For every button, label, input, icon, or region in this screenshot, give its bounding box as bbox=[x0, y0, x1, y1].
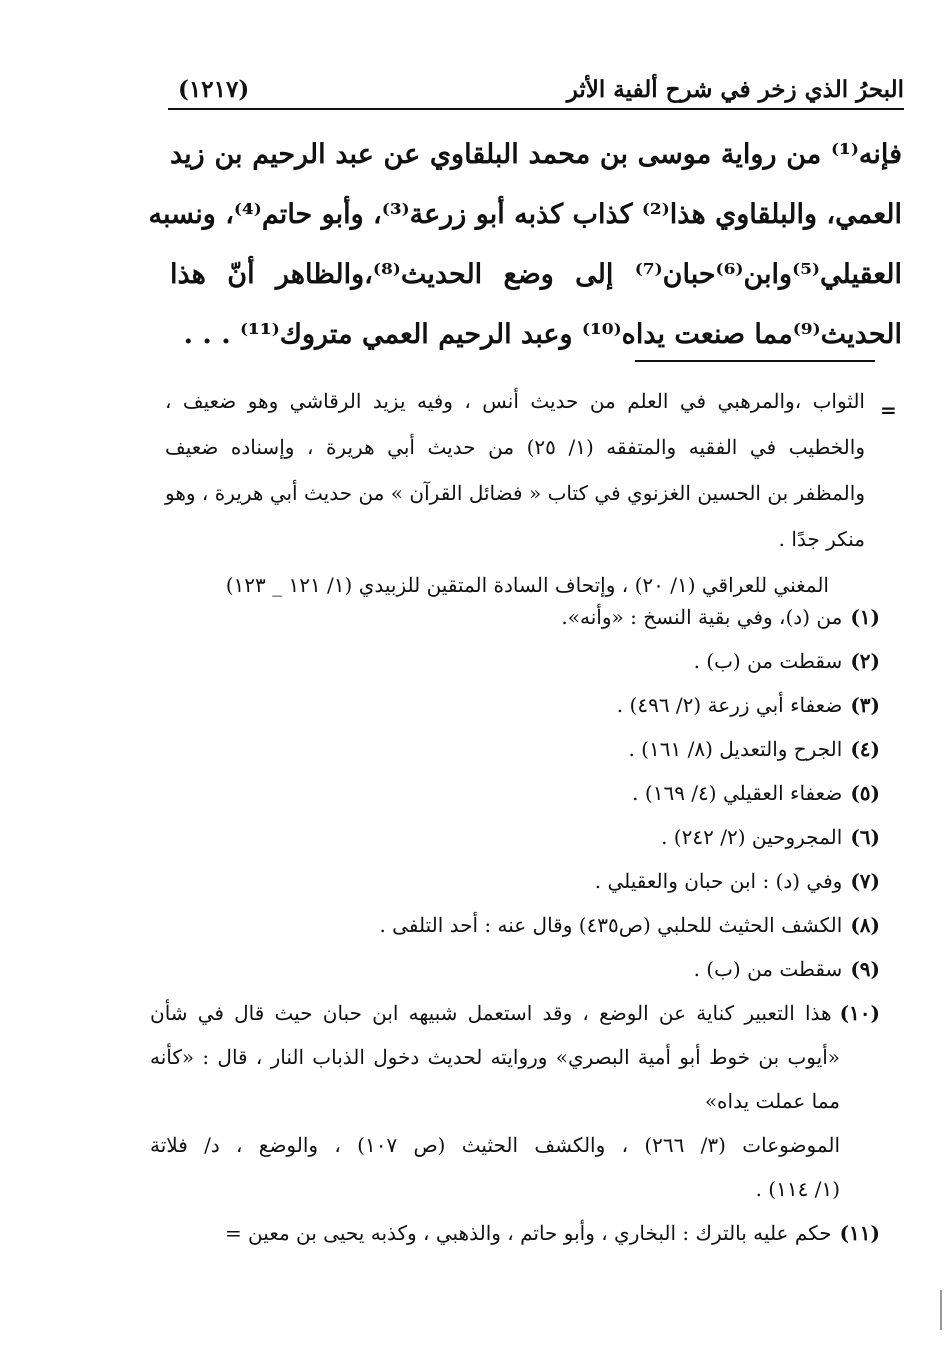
footnote-number: (١١) bbox=[839, 1221, 880, 1245]
footnote-text: الموضوعات (٣/ ٢٦٦) ، والكشف الحثيث (ص ١٠٧) ، والوضع ، د/ فلاتة bbox=[150, 1133, 840, 1157]
footnote-separator bbox=[635, 360, 875, 362]
note-line: منكر جدًا . bbox=[778, 527, 865, 551]
footnote-text: المجروحين (٢/ ٢٤٢) . bbox=[661, 825, 843, 849]
main-text-line: فإنه⁽¹⁾ من رواية موسى بن محمد البلقاوي عن عبد الرحيم بن زيد bbox=[170, 139, 902, 170]
footnote-number: (٢) bbox=[850, 649, 880, 673]
footnote-text: (١/ ١١٤) . bbox=[755, 1177, 840, 1201]
footnote bbox=[150, 815, 880, 859]
note-line: والمظفر بن الحسين الغزنوي في كتاب « فضائل القرآن » من حديث أبي هريرة ، وهو bbox=[165, 481, 865, 505]
footnote-text: الكشف الحثيث للحلبي (ص٤٣٥) وقال عنه : أحد التلفى . bbox=[379, 913, 843, 937]
footnote-number: (٥) bbox=[850, 781, 880, 805]
footnote-number: (٩) bbox=[850, 957, 880, 981]
footnote bbox=[150, 903, 880, 947]
footnote bbox=[150, 639, 880, 683]
footnote-text: سقطت من (ب) . bbox=[693, 957, 843, 981]
footnote-text: مما عملت يداه» bbox=[704, 1089, 840, 1113]
footnote bbox=[150, 1211, 880, 1255]
book-title: البحرُ الذي زخر في شرح ألفية الأثر bbox=[566, 76, 904, 103]
footnote-text: «أيوب بن خوط أبو أمية البصري» وروايته لحديث دخول الذباب النار ، قال : «كأنه bbox=[150, 1045, 840, 1069]
footnote-text: ضعفاء العقيلي (٤/ ١٦٩) . bbox=[632, 781, 843, 805]
footnote bbox=[150, 595, 880, 639]
main-text-line: العقيلي⁽⁵⁾وابن⁽⁶⁾حبان⁽⁷⁾ إلى وضع الحديث⁽⁸⁾،والظاهر أنّ هذا bbox=[170, 259, 903, 290]
page-number: (١٢١٧) bbox=[178, 76, 250, 103]
footnote-text: الجرح والتعديل (٨/ ١٦١) . bbox=[628, 737, 843, 761]
scan-edge-mark bbox=[940, 1290, 942, 1330]
footnote-text: ضعفاء أبي زرعة (٢/ ٤٩٦) . bbox=[616, 693, 843, 717]
footnote-number: (١٠) bbox=[839, 1001, 880, 1025]
main-text-line: الحديث⁽⁹⁾مما صنعت يداه⁽¹⁰⁾ وعبد الرحيم العمي متروك⁽¹¹⁾ . . . bbox=[183, 319, 902, 350]
footnote-number: (٤) bbox=[850, 737, 880, 761]
running-header bbox=[178, 72, 904, 108]
footnote-text: من (د)، وفي بقية النسخ : «وأنه». bbox=[561, 605, 843, 629]
main-text bbox=[148, 125, 903, 365]
footnote bbox=[150, 683, 880, 727]
footnote bbox=[150, 947, 880, 991]
footnote bbox=[150, 991, 880, 1211]
header-rule bbox=[168, 108, 904, 110]
main-text-line: العمي، والبلقاوي هذا⁽²⁾ كذاب كذبه أبو زرعة⁽³⁾، وأبو حاتم⁽⁴⁾، ونسبه bbox=[148, 199, 902, 230]
footnote-text: سقطت من (ب) . bbox=[693, 649, 843, 673]
note-line: والخطيب في الفقيه والمتفقه (١/ ٢٥) من حديث أبي هريرة ، وإسناده ضعيف bbox=[165, 435, 865, 459]
footnote-text: هذا التعبير كناية عن الوضع ، وقد استعمل شبيهه ابن حبان حيث قال في شأن bbox=[150, 1001, 832, 1025]
footnote-number: (١) bbox=[850, 605, 880, 629]
footnote bbox=[150, 771, 880, 815]
note-line: الثواب ،والمرهبي في العلم من حديث أنس ، وفيه يزيد الرقاشي وهو ضعيف ، bbox=[165, 389, 865, 413]
footnote-text: حكم عليه بالترك : البخاري ، وأبو حاتم ، والذهبي ، وكذبه يحيى بن معين = bbox=[224, 1221, 832, 1245]
footnote-number: (٣) bbox=[850, 693, 880, 717]
footnote-number: (٦) bbox=[850, 825, 880, 849]
note-line: المغني للعراقي (١/ ٢٠) ، وإتحاف السادة المتقين للزبيدي (١/ ١٢١ _ ١٢٣) bbox=[225, 573, 829, 597]
footnote-number: (٧) bbox=[850, 869, 880, 893]
footnote-text: وفي (د) : ابن حبان والعقيلي . bbox=[594, 869, 843, 893]
footnote-number: (٨) bbox=[850, 913, 880, 937]
footnote bbox=[150, 859, 880, 903]
continued-note bbox=[165, 378, 865, 608]
footnotes bbox=[150, 595, 880, 1255]
footnote bbox=[150, 727, 880, 771]
continuation-mark: = bbox=[880, 398, 897, 422]
